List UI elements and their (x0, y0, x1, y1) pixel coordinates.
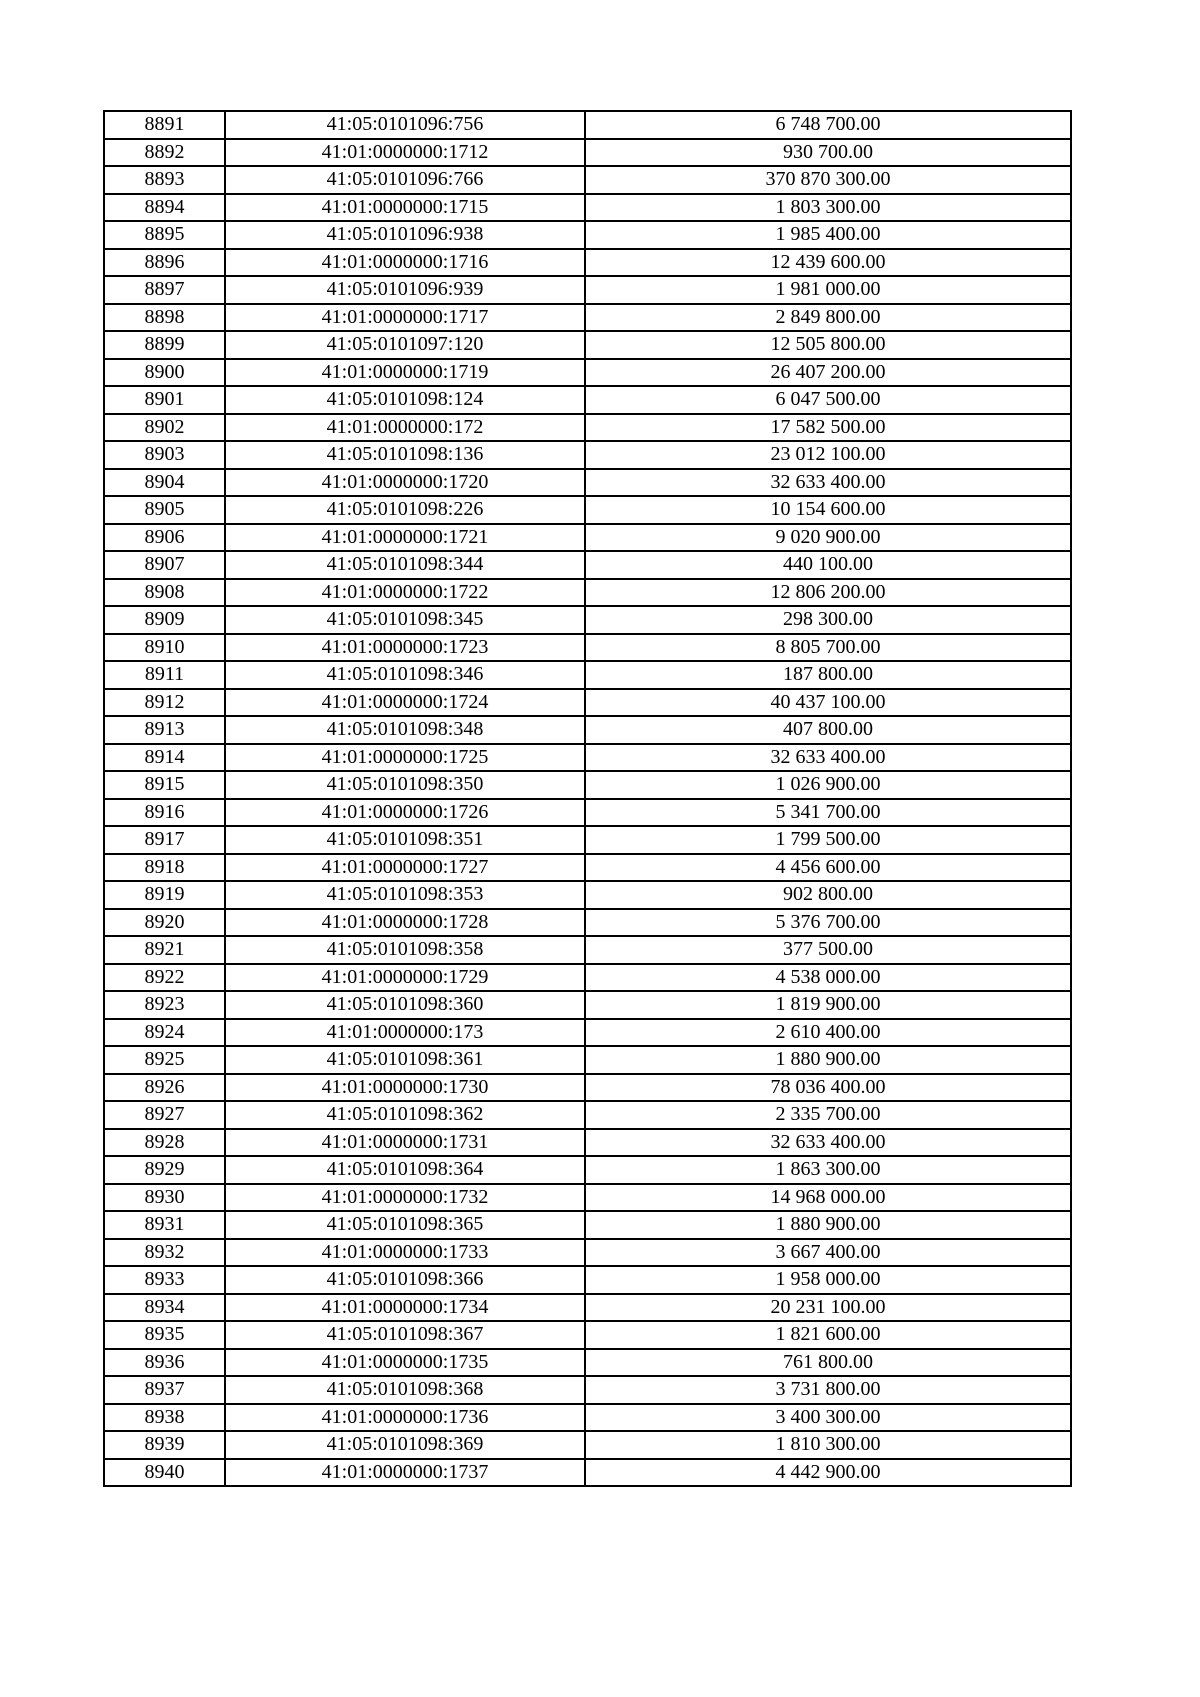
cadastral-value-cell: 6 748 700.00 (585, 111, 1071, 139)
table-row (104, 496, 1071, 524)
cadastral-number-cell: 41:05:0101098:351 (225, 826, 585, 854)
table-row (104, 386, 1071, 414)
cadastral-number-cell: 41:05:0101098:344 (225, 551, 585, 579)
cadastral-number-cell: 41:01:0000000:1729 (225, 964, 585, 992)
row-number-cell: 8927 (104, 1101, 225, 1129)
table-row (104, 606, 1071, 634)
table-row (104, 964, 1071, 992)
cadastral-value-cell: 2 849 800.00 (585, 304, 1071, 332)
cadastral-number-cell: 41:05:0101098:360 (225, 991, 585, 1019)
row-number-cell: 8919 (104, 881, 225, 909)
row-number-cell: 8911 (104, 661, 225, 689)
row-number-cell: 8913 (104, 716, 225, 744)
cadastral-number-cell: 41:05:0101098:365 (225, 1211, 585, 1239)
row-number-cell: 8894 (104, 194, 225, 222)
cadastral-number-cell: 41:01:0000000:1732 (225, 1184, 585, 1212)
cadastral-number-cell: 41:05:0101098:366 (225, 1266, 585, 1294)
row-number-cell: 8902 (104, 414, 225, 442)
row-number-cell: 8917 (104, 826, 225, 854)
row-number-cell: 8925 (104, 1046, 225, 1074)
row-number-cell: 8912 (104, 689, 225, 717)
table-row (104, 1239, 1071, 1267)
cadastral-value-cell: 1 821 600.00 (585, 1321, 1071, 1349)
row-number-cell: 8897 (104, 276, 225, 304)
cadastral-value-cell: 1 981 000.00 (585, 276, 1071, 304)
cadastral-number-cell: 41:01:0000000:1723 (225, 634, 585, 662)
cadastral-value-cell: 5 341 700.00 (585, 799, 1071, 827)
table-row (104, 524, 1071, 552)
cadastral-value-cell: 3 400 300.00 (585, 1404, 1071, 1432)
row-number-cell: 8921 (104, 936, 225, 964)
cadastral-number-cell: 41:01:0000000:1728 (225, 909, 585, 937)
row-number-cell: 8939 (104, 1431, 225, 1459)
row-number-cell: 8928 (104, 1129, 225, 1157)
cadastral-number-cell: 41:01:0000000:1731 (225, 1129, 585, 1157)
table-row (104, 744, 1071, 772)
cadastral-value-cell: 2 610 400.00 (585, 1019, 1071, 1047)
row-number-cell: 8932 (104, 1239, 225, 1267)
cadastral-number-cell: 41:05:0101098:361 (225, 1046, 585, 1074)
row-number-cell: 8931 (104, 1211, 225, 1239)
row-number-cell: 8896 (104, 249, 225, 277)
cadastral-value-cell: 4 456 600.00 (585, 854, 1071, 882)
cadastral-value-cell: 9 020 900.00 (585, 524, 1071, 552)
table-row (104, 1074, 1071, 1102)
cadastral-value-cell: 1 819 900.00 (585, 991, 1071, 1019)
table-row (104, 469, 1071, 497)
table-row (104, 1266, 1071, 1294)
cadastral-value-cell: 1 803 300.00 (585, 194, 1071, 222)
cadastral-number-cell: 41:05:0101098:353 (225, 881, 585, 909)
cadastral-number-cell: 41:01:0000000:1734 (225, 1294, 585, 1322)
table-row (104, 1376, 1071, 1404)
cadastral-number-cell: 41:05:0101096:756 (225, 111, 585, 139)
row-number-cell: 8935 (104, 1321, 225, 1349)
table-row (104, 1184, 1071, 1212)
row-number-cell: 8893 (104, 166, 225, 194)
row-number-cell: 8926 (104, 1074, 225, 1102)
cadastral-value-cell: 761 800.00 (585, 1349, 1071, 1377)
table-row (104, 1129, 1071, 1157)
row-number-cell: 8895 (104, 221, 225, 249)
table-row (104, 331, 1071, 359)
table-row (104, 249, 1071, 277)
cadastral-value-cell: 187 800.00 (585, 661, 1071, 689)
cadastral-number-cell: 41:01:0000000:1720 (225, 469, 585, 497)
table-row (104, 1321, 1071, 1349)
cadastral-number-cell: 41:01:0000000:1737 (225, 1459, 585, 1487)
cadastral-number-cell: 41:01:0000000:1726 (225, 799, 585, 827)
cadastral-number-cell: 41:01:0000000:1730 (225, 1074, 585, 1102)
cadastral-number-cell: 41:05:0101098:368 (225, 1376, 585, 1404)
cadastral-value-cell: 1 810 300.00 (585, 1431, 1071, 1459)
cadastral-value-cell: 3 731 800.00 (585, 1376, 1071, 1404)
cadastral-value-cell: 3 667 400.00 (585, 1239, 1071, 1267)
cadastral-value-cell: 20 231 100.00 (585, 1294, 1071, 1322)
cadastral-value-cell: 14 968 000.00 (585, 1184, 1071, 1212)
cadastral-value-cell: 4 442 900.00 (585, 1459, 1071, 1487)
cadastral-number-cell: 41:05:0101096:766 (225, 166, 585, 194)
cadastral-number-cell: 41:05:0101097:120 (225, 331, 585, 359)
table-row (104, 716, 1071, 744)
cadastral-value-cell: 1 880 900.00 (585, 1046, 1071, 1074)
table-row (104, 221, 1071, 249)
cadastral-number-cell: 41:01:0000000:1715 (225, 194, 585, 222)
table-row (104, 991, 1071, 1019)
cadastral-number-cell: 41:05:0101098:226 (225, 496, 585, 524)
cadastral-value-cell: 40 437 100.00 (585, 689, 1071, 717)
cadastral-value-cell: 26 407 200.00 (585, 359, 1071, 387)
table-row (104, 111, 1071, 139)
row-number-cell: 8898 (104, 304, 225, 332)
table-row (104, 194, 1071, 222)
row-number-cell: 8934 (104, 1294, 225, 1322)
row-number-cell: 8915 (104, 771, 225, 799)
cadastral-value-cell: 1 863 300.00 (585, 1156, 1071, 1184)
cadastral-value-cell: 407 800.00 (585, 716, 1071, 744)
cadastral-number-cell: 41:01:0000000:1716 (225, 249, 585, 277)
row-number-cell: 8936 (104, 1349, 225, 1377)
cadastral-number-cell: 41:05:0101098:362 (225, 1101, 585, 1129)
cadastral-value-cell: 1 880 900.00 (585, 1211, 1071, 1239)
table-row (104, 579, 1071, 607)
cadastral-number-cell: 41:01:0000000:1733 (225, 1239, 585, 1267)
table-row (104, 1404, 1071, 1432)
table-row (104, 936, 1071, 964)
cadastral-value-cell: 12 505 800.00 (585, 331, 1071, 359)
table-row (104, 909, 1071, 937)
table-row (104, 1046, 1071, 1074)
row-number-cell: 8918 (104, 854, 225, 882)
cadastral-number-cell: 41:01:0000000:1712 (225, 139, 585, 167)
row-number-cell: 8904 (104, 469, 225, 497)
cadastral-value-cell: 930 700.00 (585, 139, 1071, 167)
table-row (104, 414, 1071, 442)
cadastral-number-cell: 41:01:0000000:1725 (225, 744, 585, 772)
cadastral-number-cell: 41:01:0000000:172 (225, 414, 585, 442)
cadastral-value-cell: 1 985 400.00 (585, 221, 1071, 249)
row-number-cell: 8933 (104, 1266, 225, 1294)
table-row (104, 854, 1071, 882)
cadastral-value-cell: 298 300.00 (585, 606, 1071, 634)
row-number-cell: 8892 (104, 139, 225, 167)
cadastral-number-cell: 41:01:0000000:1719 (225, 359, 585, 387)
cadastral-value-cell: 32 633 400.00 (585, 469, 1071, 497)
cadastral-number-cell: 41:01:0000000:1721 (225, 524, 585, 552)
cadastral-value-cell: 440 100.00 (585, 551, 1071, 579)
cadastral-value-cell: 23 012 100.00 (585, 441, 1071, 469)
cadastral-number-cell: 41:05:0101098:367 (225, 1321, 585, 1349)
table-row (104, 1431, 1071, 1459)
cadastral-number-cell: 41:05:0101098:364 (225, 1156, 585, 1184)
table-body (104, 111, 1071, 1486)
cadastral-number-cell: 41:05:0101098:345 (225, 606, 585, 634)
cadastral-value-table (103, 110, 1072, 1487)
row-number-cell: 8938 (104, 1404, 225, 1432)
table-row (104, 689, 1071, 717)
cadastral-value-cell: 32 633 400.00 (585, 1129, 1071, 1157)
table-row (104, 799, 1071, 827)
cadastral-value-cell: 8 805 700.00 (585, 634, 1071, 662)
row-number-cell: 8930 (104, 1184, 225, 1212)
row-number-cell: 8901 (104, 386, 225, 414)
table-row (104, 1211, 1071, 1239)
table-row (104, 359, 1071, 387)
row-number-cell: 8929 (104, 1156, 225, 1184)
cadastral-value-cell: 1 799 500.00 (585, 826, 1071, 854)
cadastral-number-cell: 41:05:0101098:358 (225, 936, 585, 964)
cadastral-value-cell: 377 500.00 (585, 936, 1071, 964)
cadastral-number-cell: 41:01:0000000:1724 (225, 689, 585, 717)
cadastral-value-cell: 12 806 200.00 (585, 579, 1071, 607)
row-number-cell: 8900 (104, 359, 225, 387)
row-number-cell: 8905 (104, 496, 225, 524)
cadastral-number-cell: 41:05:0101096:939 (225, 276, 585, 304)
cadastral-value-cell: 17 582 500.00 (585, 414, 1071, 442)
table-row (104, 634, 1071, 662)
cadastral-value-cell: 4 538 000.00 (585, 964, 1071, 992)
cadastral-number-cell: 41:01:0000000:1727 (225, 854, 585, 882)
cadastral-number-cell: 41:05:0101098:346 (225, 661, 585, 689)
row-number-cell: 8891 (104, 111, 225, 139)
cadastral-number-cell: 41:05:0101098:369 (225, 1431, 585, 1459)
table-row (104, 551, 1071, 579)
row-number-cell: 8937 (104, 1376, 225, 1404)
cadastral-number-cell: 41:05:0101096:938 (225, 221, 585, 249)
cadastral-value-cell: 10 154 600.00 (585, 496, 1071, 524)
cadastral-value-cell: 32 633 400.00 (585, 744, 1071, 772)
cadastral-value-cell: 902 800.00 (585, 881, 1071, 909)
row-number-cell: 8910 (104, 634, 225, 662)
table-row (104, 826, 1071, 854)
cadastral-value-cell: 12 439 600.00 (585, 249, 1071, 277)
table-row (104, 166, 1071, 194)
table-row (104, 1019, 1071, 1047)
row-number-cell: 8916 (104, 799, 225, 827)
table-row (104, 1101, 1071, 1129)
table-row (104, 881, 1071, 909)
cadastral-number-cell: 41:01:0000000:1735 (225, 1349, 585, 1377)
table-row (104, 771, 1071, 799)
cadastral-value-cell: 5 376 700.00 (585, 909, 1071, 937)
row-number-cell: 8906 (104, 524, 225, 552)
cadastral-value-cell: 2 335 700.00 (585, 1101, 1071, 1129)
cadastral-value-cell: 6 047 500.00 (585, 386, 1071, 414)
cadastral-number-cell: 41:05:0101098:350 (225, 771, 585, 799)
row-number-cell: 8940 (104, 1459, 225, 1487)
table-row (104, 1294, 1071, 1322)
table-row (104, 441, 1071, 469)
cadastral-value-cell: 370 870 300.00 (585, 166, 1071, 194)
row-number-cell: 8923 (104, 991, 225, 1019)
cadastral-number-cell: 41:01:0000000:1722 (225, 579, 585, 607)
table-row (104, 276, 1071, 304)
row-number-cell: 8903 (104, 441, 225, 469)
cadastral-value-cell: 1 026 900.00 (585, 771, 1071, 799)
table-row (104, 661, 1071, 689)
row-number-cell: 8924 (104, 1019, 225, 1047)
cadastral-value-cell: 78 036 400.00 (585, 1074, 1071, 1102)
row-number-cell: 8914 (104, 744, 225, 772)
cadastral-number-cell: 41:01:0000000:1736 (225, 1404, 585, 1432)
row-number-cell: 8899 (104, 331, 225, 359)
row-number-cell: 8909 (104, 606, 225, 634)
table-row (104, 1459, 1071, 1487)
cadastral-value-cell: 1 958 000.00 (585, 1266, 1071, 1294)
table-row (104, 1349, 1071, 1377)
table-row (104, 304, 1071, 332)
row-number-cell: 8908 (104, 579, 225, 607)
cadastral-number-cell: 41:05:0101098:348 (225, 716, 585, 744)
row-number-cell: 8907 (104, 551, 225, 579)
row-number-cell: 8922 (104, 964, 225, 992)
cadastral-number-cell: 41:01:0000000:173 (225, 1019, 585, 1047)
cadastral-number-cell: 41:05:0101098:136 (225, 441, 585, 469)
row-number-cell: 8920 (104, 909, 225, 937)
table-row (104, 1156, 1071, 1184)
cadastral-number-cell: 41:05:0101098:124 (225, 386, 585, 414)
cadastral-number-cell: 41:01:0000000:1717 (225, 304, 585, 332)
table-row (104, 139, 1071, 167)
